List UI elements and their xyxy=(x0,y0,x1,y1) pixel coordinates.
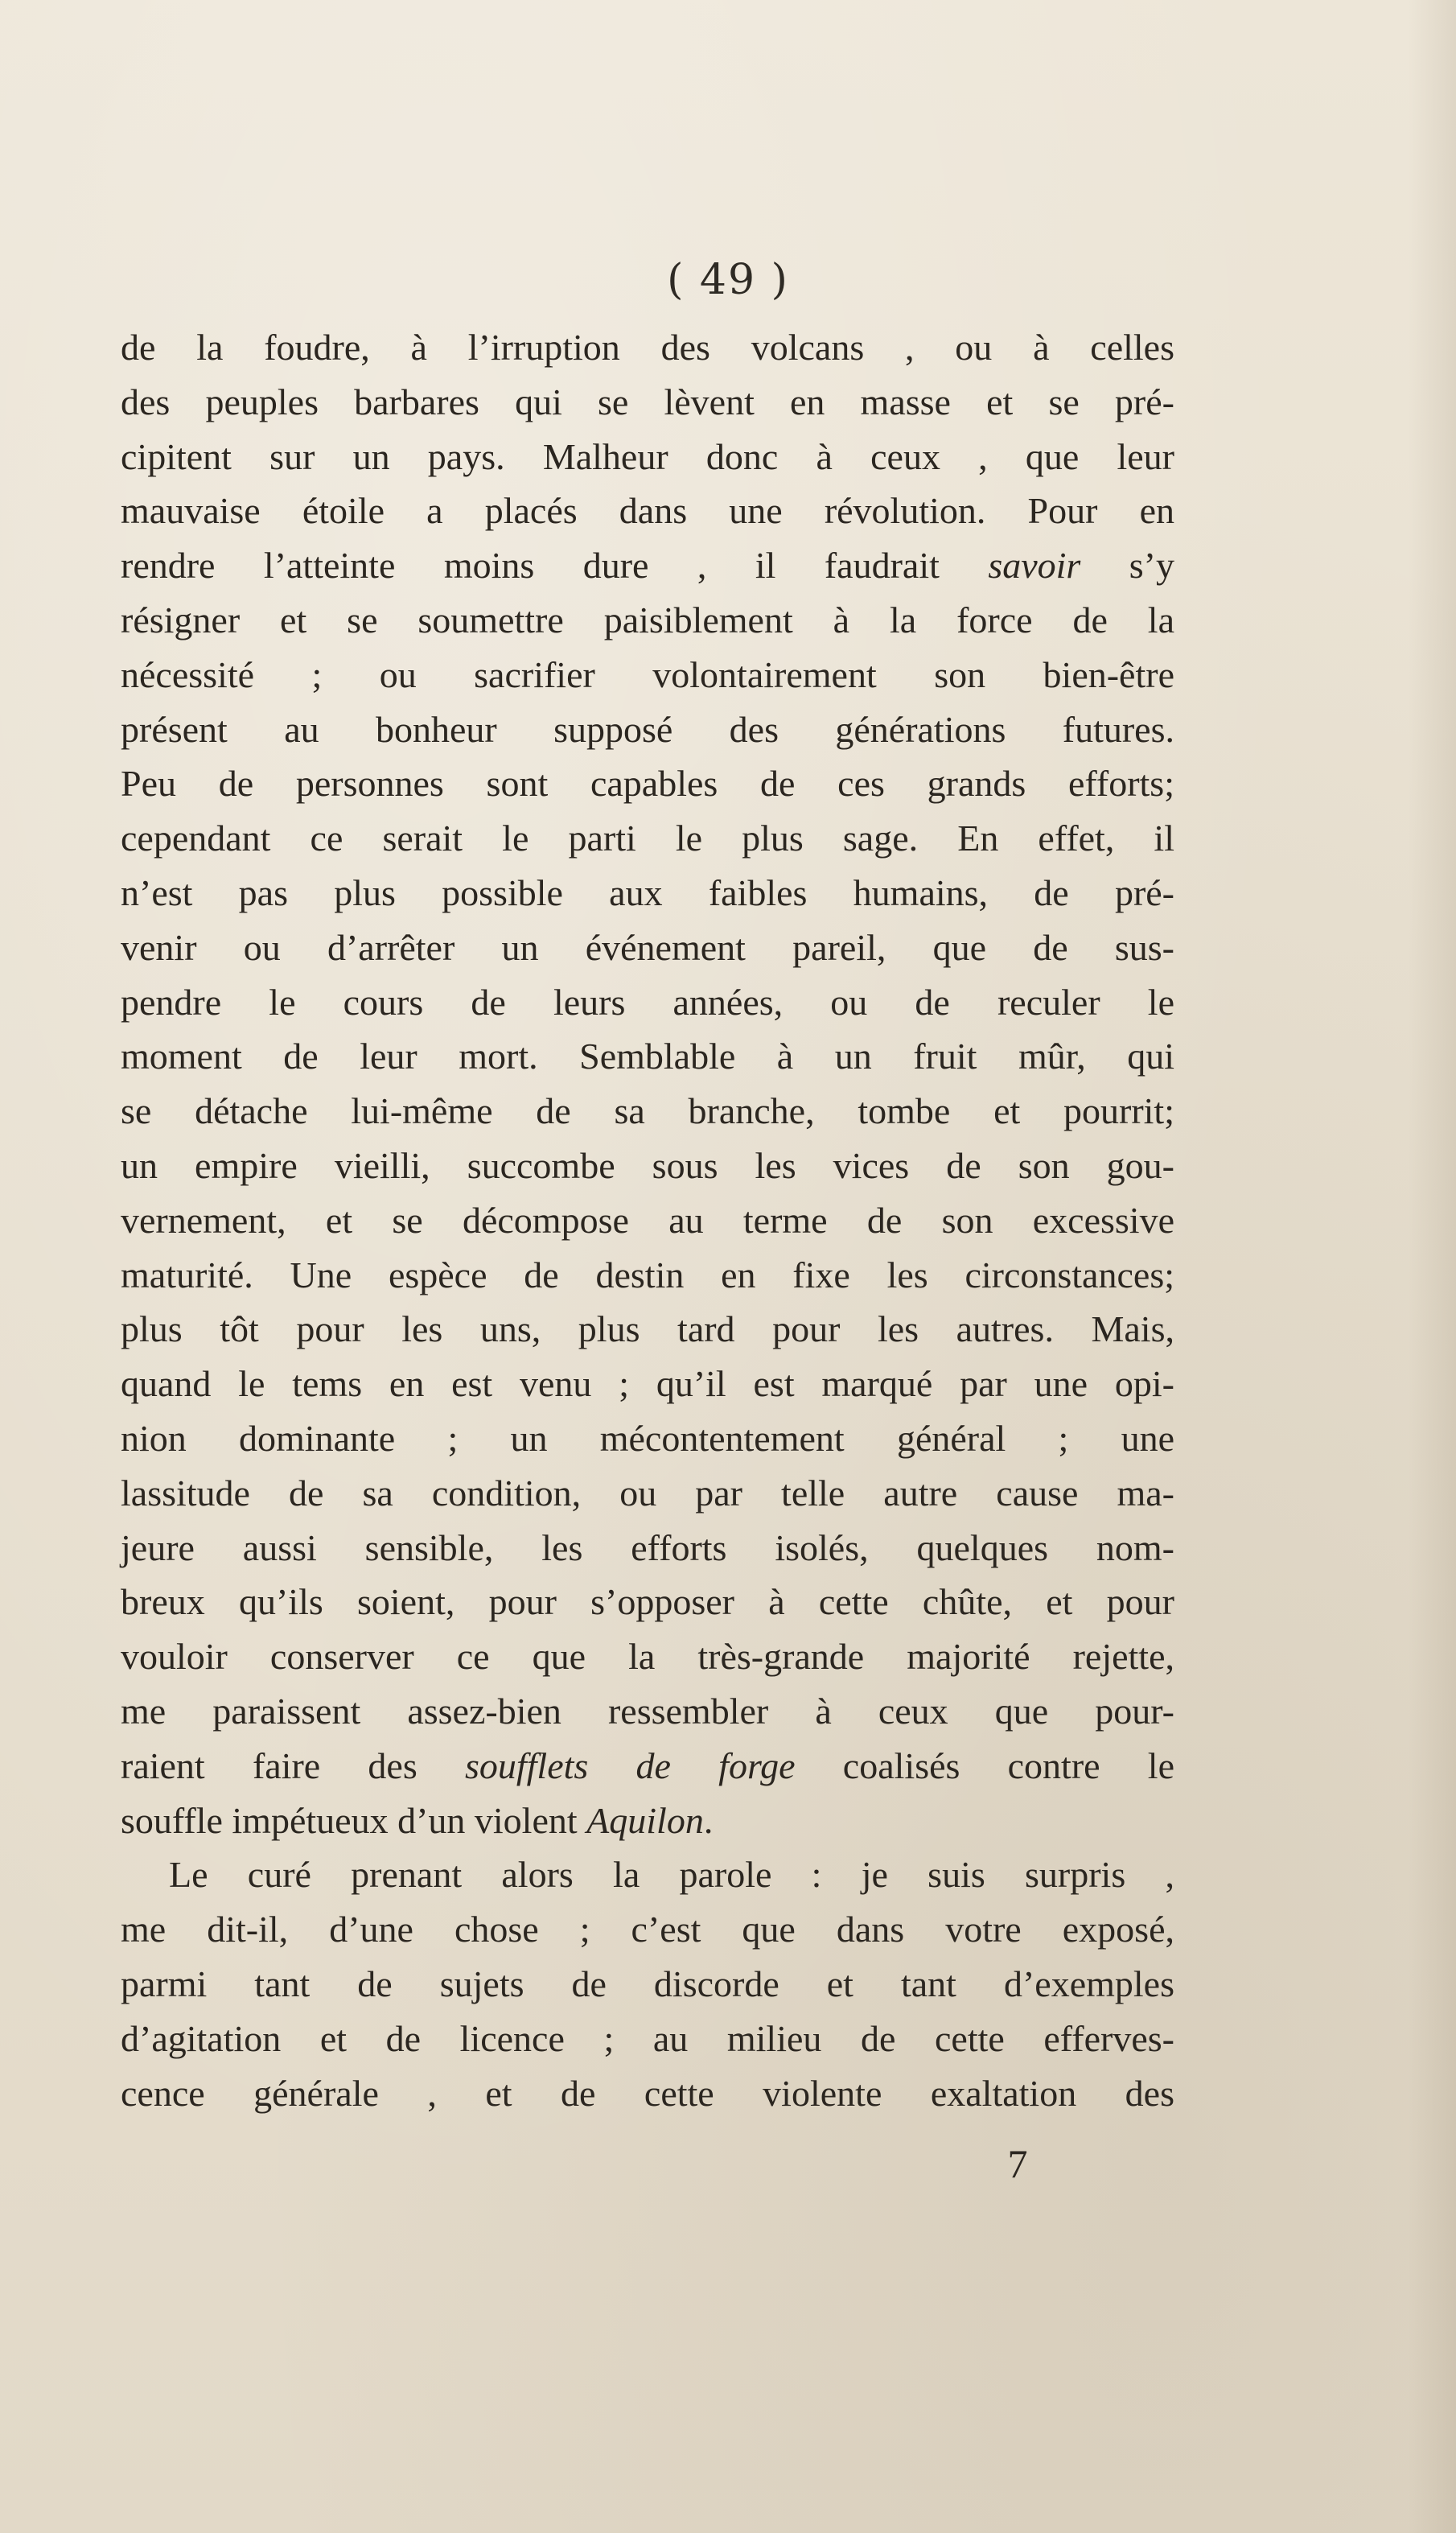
line-text: présent au bonheur supposé des générations futures. xyxy=(121,708,1174,750)
line-text: résigner et se soumettre paisiblement à la force de la xyxy=(121,599,1174,640)
text-line xyxy=(121,1957,1174,2012)
line-text: se détache lui-même de sa branche, tombe et pourrit; xyxy=(121,1090,1174,1132)
body-text xyxy=(121,320,1174,2120)
text-line xyxy=(121,1248,1174,1303)
line-text: nion dominante ; un mécontentement général ; une xyxy=(121,1417,1174,1459)
text-line xyxy=(121,1521,1174,1575)
line-text: coalisés contre le xyxy=(795,1744,1174,1786)
line-text: maturité. Une espèce de destin en fixe les circonstances; xyxy=(121,1254,1174,1295)
line-text: . xyxy=(703,1799,714,1841)
line-text: un empire vieilli, succombe sous les vices de son gou- xyxy=(121,1144,1174,1186)
italic-text: Aquilon xyxy=(586,1799,704,1841)
line-text: venir ou d’arrêter un événement pareil, que de sus- xyxy=(121,926,1174,968)
line-text: me dit-il, d’une chose ; c’est que dans votre exposé, xyxy=(121,1909,1174,1950)
page-edge-shadow xyxy=(1408,0,1456,2533)
line-text: jeure aussi sensible, les efforts isolés, quelques nom- xyxy=(121,1526,1174,1568)
text-line xyxy=(121,2012,1174,2066)
line-text: de la foudre, à l’irruption des volcans , ou à celles xyxy=(121,327,1174,368)
line-text: moment de leur mort. Semblable à un fruit mûr, qui xyxy=(121,1036,1174,1077)
text-line xyxy=(121,1193,1174,1248)
italic-text: soufflets de forge xyxy=(464,1744,796,1786)
page-number: ( 49 ) xyxy=(667,256,789,304)
text-line xyxy=(121,593,1174,648)
line-text: souffle impétueux d’un violent xyxy=(121,1799,587,1841)
text-line xyxy=(121,1029,1174,1084)
line-text: parmi tant de sujets de discorde et tant d’exemples xyxy=(121,1963,1174,2004)
line-text: cependant ce serait le parti le plus sage. En effet, il xyxy=(121,818,1174,859)
line-text: plus tôt pour les uns, plus tard pour les autres. Mais, xyxy=(121,1308,1174,1350)
line-text: pendre le cours de leurs années, ou de reculer le xyxy=(121,981,1174,1023)
text-line xyxy=(121,320,1174,375)
line-text: nécessité ; ou sacrifier volontairement son bien-être xyxy=(121,653,1174,695)
text-line xyxy=(121,921,1174,975)
text-line xyxy=(121,1302,1174,1357)
signature-mark: 7 xyxy=(1007,2141,1028,2186)
text-line xyxy=(121,1357,1174,1411)
line-text: des peuples barbares qui se lèvent en masse et se pré- xyxy=(121,381,1174,422)
line-text: cipitent sur un pays. Malheur donc à ceux , que leur xyxy=(121,435,1174,477)
text-line xyxy=(121,1411,1174,1466)
line-text: raient faire des xyxy=(121,1744,465,1786)
text-line xyxy=(121,1684,1174,1739)
line-text: d’agitation et de licence ; au milieu de cette efferves- xyxy=(121,2017,1174,2059)
text-line xyxy=(121,1139,1174,1193)
line-text: me paraissent assez-bien ressembler à ceux que pour- xyxy=(121,1690,1174,1732)
text-line xyxy=(121,1739,1174,1794)
text-line xyxy=(121,375,1174,430)
line-text: s’y xyxy=(1080,545,1174,587)
line-text: Peu de personnes sont capables de ces grands efforts; xyxy=(121,763,1174,805)
text-line xyxy=(121,1794,1174,1848)
line-text: mauvaise étoile a placés dans une révolution. Pour en xyxy=(121,490,1174,532)
line-text: Le curé prenant alors la parole : je suis surpris , xyxy=(169,1854,1174,1896)
line-text: breux qu’ils soient, pour s’opposer à cette chûte, et pour xyxy=(121,1581,1174,1623)
text-line xyxy=(121,975,1174,1030)
text-line xyxy=(121,1629,1174,1684)
line-text: cence générale , et de cette violente exaltation des xyxy=(121,2072,1174,2114)
text-line xyxy=(121,1902,1174,1957)
text-line xyxy=(121,538,1174,593)
text-line xyxy=(121,1847,1174,1902)
text-line xyxy=(121,1466,1174,1521)
text-line xyxy=(121,484,1174,538)
line-text: quand le tems en est venu ; qu’il est marqué par une opi- xyxy=(121,1363,1174,1405)
text-line xyxy=(121,811,1174,866)
line-text: rendre l’atteinte moins dure , il faudrait xyxy=(121,545,989,587)
line-text: n’est pas plus possible aux faibles humains, de pré- xyxy=(121,871,1174,913)
text-line xyxy=(121,866,1174,921)
text-line xyxy=(121,1084,1174,1139)
line-text: vouloir conserver ce que la très-grande majorité rejette, xyxy=(121,1636,1174,1678)
text-line xyxy=(121,430,1174,484)
italic-text: savoir xyxy=(988,545,1081,587)
line-text: lassitude de sa condition, ou par telle autre cause ma- xyxy=(121,1472,1174,1514)
text-line xyxy=(121,756,1174,811)
text-line xyxy=(121,648,1174,702)
text-line xyxy=(121,1575,1174,1629)
text-line xyxy=(121,702,1174,757)
text-line xyxy=(121,2066,1174,2121)
line-text: vernement, et se décompose au terme de son excessive xyxy=(121,1199,1174,1241)
